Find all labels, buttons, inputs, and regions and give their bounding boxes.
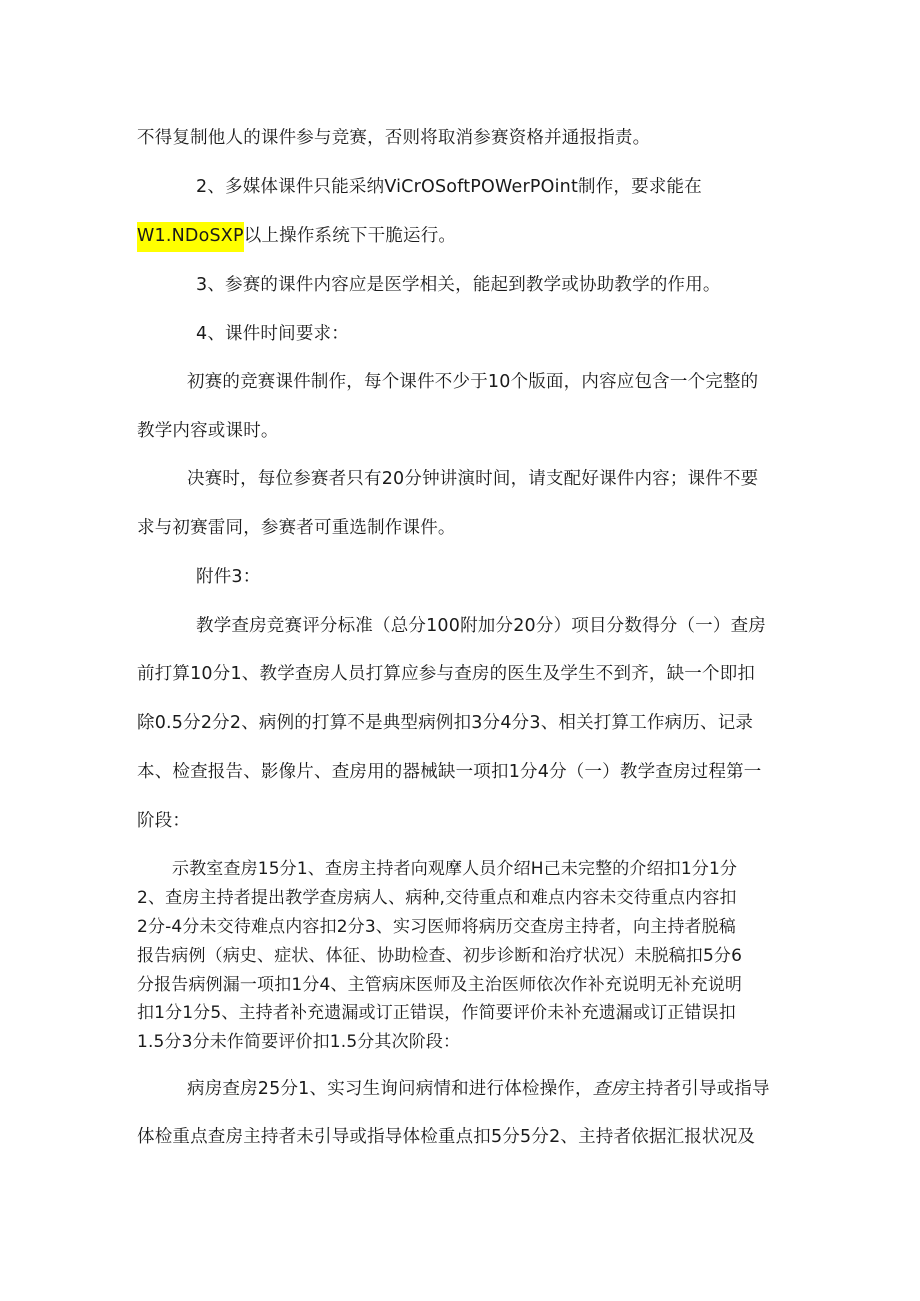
- paragraph-line: 体检重点查房主持者未引导或指导体检重点扣5分5分2、主持者依据汇报状况及: [137, 1127, 756, 1147]
- paragraph-line-tail: 以上操作系统下干脆运行。: [243, 226, 457, 246]
- paragraph-line: 教学内容或课时。: [137, 421, 279, 441]
- paragraph-line: 决赛时，每位参赛者只有20分钟讲演时间，请支配好课件内容；课件不要: [187, 469, 759, 489]
- paragraph-line: 阶段：: [137, 811, 191, 831]
- paragraph-line: 2、查房主持者提出教学查房病人、病种,交待重点和难点内容未交待重点内容扣: [137, 888, 737, 908]
- paragraph-line: 分报告病例漏一项扣1分4、主管病床医师及主治医师依次作补充说明无补充说明: [137, 975, 743, 995]
- paragraph-line: 报告病例（病史、症状、体征、协助检查、初步诊断和治疗状况）未脱稿扣5分6: [137, 946, 743, 966]
- paragraph-line: [187, 1077, 770, 1101]
- italic-text: 查房: [592, 1079, 629, 1099]
- paragraph-line: 扣1分1分5、主持者补充遗漏或订正错误，作简要评价未补充遗漏或订正错误扣: [137, 1003, 736, 1023]
- highlighted-text: W1.NDoSXP: [137, 222, 244, 252]
- paragraph-line: 求与初赛雷同，参赛者可重选制作课件。: [137, 518, 456, 538]
- paragraph-line: 3、参赛的课件内容应是医学相关，能起到教学或协助教学的作用。: [196, 275, 721, 295]
- paragraph-line: 本、检查报告、影像片、查房用的器械缺一项扣1分4分（一）教学查房过程第一: [137, 762, 762, 782]
- paragraph-line: 教学查房竞赛评分标准（总分100附加分20分）项目分数得分（一）查房: [196, 616, 766, 636]
- paragraph-line: [137, 224, 456, 248]
- paragraph-line-head: 病房查房25分1、实习生询问病情和进行体检操作，: [187, 1079, 593, 1099]
- paragraph-line-tail: 主持者引导或指导: [628, 1079, 770, 1099]
- paragraph-line: 示教室查房15分1、查房主持者向观摩人员介绍H己未完整的介绍扣1分1分: [172, 859, 738, 879]
- paragraph-line: 不得复制他人的课件参与竞赛，否则将取消参赛资格并通报指责。: [137, 128, 651, 148]
- paragraph-line: 初赛的竞赛课件制作，每个课件不少于10个版面，内容应包含一个完整的: [187, 372, 759, 392]
- paragraph-line: 4、课件时间要求：: [196, 324, 349, 344]
- paragraph-line: 前打算10分1、教学查房人员打算应参与查房的医生及学生不到齐，缺一个即扣: [137, 664, 756, 684]
- paragraph-line: 除0.5分2分2、病例的打算不是典型病例扣3分4分3、相关打算工作病历、记录: [137, 713, 754, 733]
- paragraph-line: 2、多媒体课件只能采纳ViCrOSoftPOWerPOint制作，要求能在: [196, 177, 702, 197]
- paragraph-line: 2分-4分未交待难点内容扣2分3、实习医师将病历交查房主持者，向主持者脱稿: [137, 917, 736, 937]
- paragraph-line: 1.5分3分未作简要评价扣1.5分其次阶段：: [137, 1032, 461, 1052]
- paragraph-line: 附件3：: [196, 567, 261, 587]
